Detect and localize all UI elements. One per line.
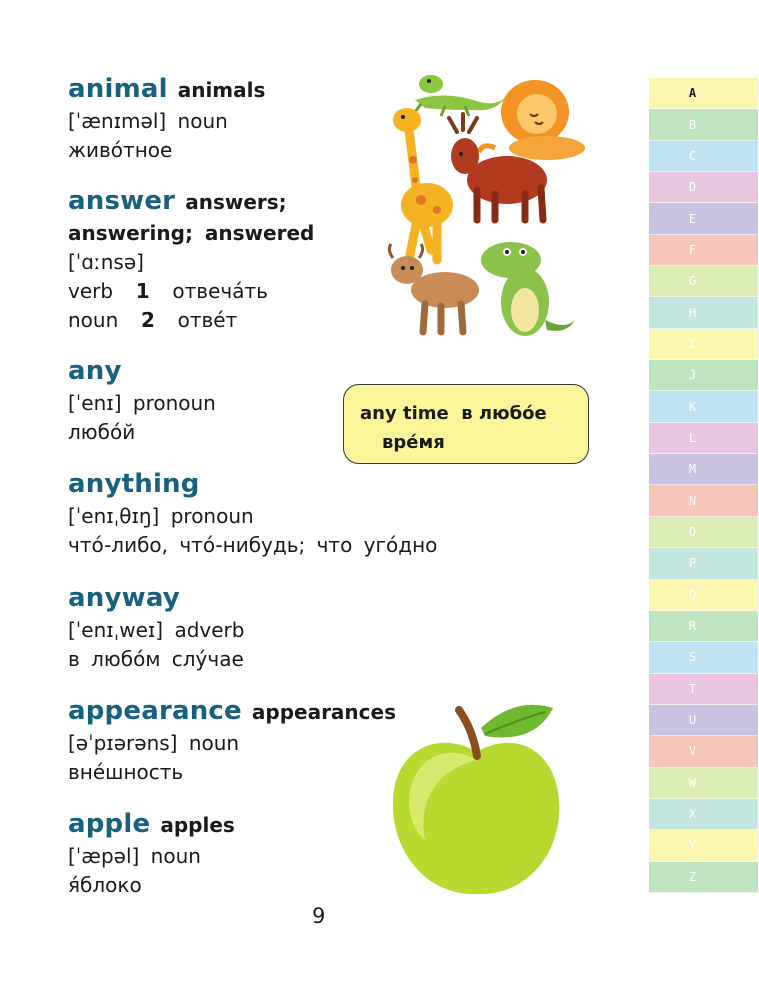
alphabet-tab-u[interactable]: U	[649, 705, 758, 736]
translation: я́блоко	[68, 873, 142, 897]
headword: anything	[68, 469, 200, 499]
alphabet-tab-o[interactable]: O	[649, 517, 758, 548]
alphabet-tab-m[interactable]: M	[649, 454, 758, 485]
entry-anything	[68, 469, 468, 560]
callout-russian: в любóе	[461, 403, 547, 424]
alphabet-tab-c[interactable]: C	[649, 141, 758, 172]
translation: живóтное	[68, 138, 173, 162]
translation: внéшность	[68, 760, 184, 784]
alphabet-tab-t[interactable]: T	[649, 674, 758, 705]
transcription: [ˈenɪˌweɪ] adverb	[68, 618, 245, 642]
alphabet-tab-x[interactable]: X	[649, 799, 758, 830]
alphabet-tab-d[interactable]: D	[649, 172, 758, 203]
headword: apple	[68, 809, 151, 839]
alphabet-tab-i[interactable]: I	[649, 329, 758, 360]
alphabet-tab-s[interactable]: S	[649, 642, 758, 673]
phrase-callout	[343, 384, 589, 464]
alphabet-tab-v[interactable]: V	[649, 736, 758, 767]
alphabet-tab-r[interactable]: R	[649, 611, 758, 642]
callout-english: any time	[360, 403, 449, 424]
transcription: [ˈænɪməl] noun	[68, 109, 228, 133]
headword: any	[68, 356, 122, 386]
alphabet-tab-n[interactable]: N	[649, 485, 758, 516]
translation: любóй	[68, 420, 136, 444]
alphabet-tab-z[interactable]: Z	[649, 862, 758, 893]
headword: appearance	[68, 696, 242, 726]
alphabet-index	[649, 78, 758, 893]
headword: answer	[68, 186, 176, 216]
callout-russian-continued: врéмя	[382, 432, 445, 453]
word-forms: animals	[177, 78, 266, 102]
apple-icon	[393, 705, 559, 894]
alphabet-tab-q[interactable]: Q	[649, 580, 758, 611]
alphabet-tab-e[interactable]: E	[649, 203, 758, 234]
alphabet-tab-k[interactable]: K	[649, 391, 758, 422]
alphabet-tab-g[interactable]: G	[649, 266, 758, 297]
alphabet-tab-f[interactable]: F	[649, 235, 758, 266]
alphabet-tab-h[interactable]: H	[649, 297, 758, 328]
transcription: [ˈenɪˌθɪŋ] pronoun	[68, 504, 254, 528]
page-number: 9	[312, 904, 326, 928]
transcription: [əˈpɪərəns] noun	[68, 731, 240, 755]
alphabet-tab-l[interactable]: L	[649, 423, 758, 454]
giraffe-icon	[393, 108, 453, 260]
alphabet-tab-w[interactable]: W	[649, 768, 758, 799]
translation: чтó-либо, чтó-нибудь; что угóдно	[68, 533, 438, 557]
lion-icon	[479, 80, 585, 160]
word-forms: appearances	[251, 700, 396, 724]
animals-illustration	[385, 70, 585, 345]
word-forms-continued: answering; answered	[68, 221, 315, 245]
headword: anyway	[68, 583, 180, 613]
word-forms: answers;	[185, 190, 287, 214]
transcription: [ˈɑːnsə]	[68, 250, 144, 274]
alphabet-tab-y[interactable]: Y	[649, 830, 758, 861]
apple-illustration	[385, 700, 570, 900]
alphabet-tab-a[interactable]: A	[649, 78, 758, 109]
transcription: [ˈenɪ] pronoun	[68, 391, 216, 415]
sense-2: noun 2 отвéт	[68, 308, 238, 332]
headword: animal	[68, 74, 168, 104]
translation: в любóм слýчае	[68, 647, 244, 671]
word-forms: apples	[160, 813, 235, 837]
transcription: [ˈæpəl] noun	[68, 844, 201, 868]
alphabet-tab-j[interactable]: J	[649, 360, 758, 391]
lizard-icon	[415, 75, 505, 116]
alphabet-tab-b[interactable]: B	[649, 109, 758, 140]
crocodile-icon	[481, 242, 575, 336]
alphabet-tab-p[interactable]: P	[649, 548, 758, 579]
sense-1: verb 1 отвечáть	[68, 279, 268, 303]
entry-anyway	[68, 583, 468, 674]
